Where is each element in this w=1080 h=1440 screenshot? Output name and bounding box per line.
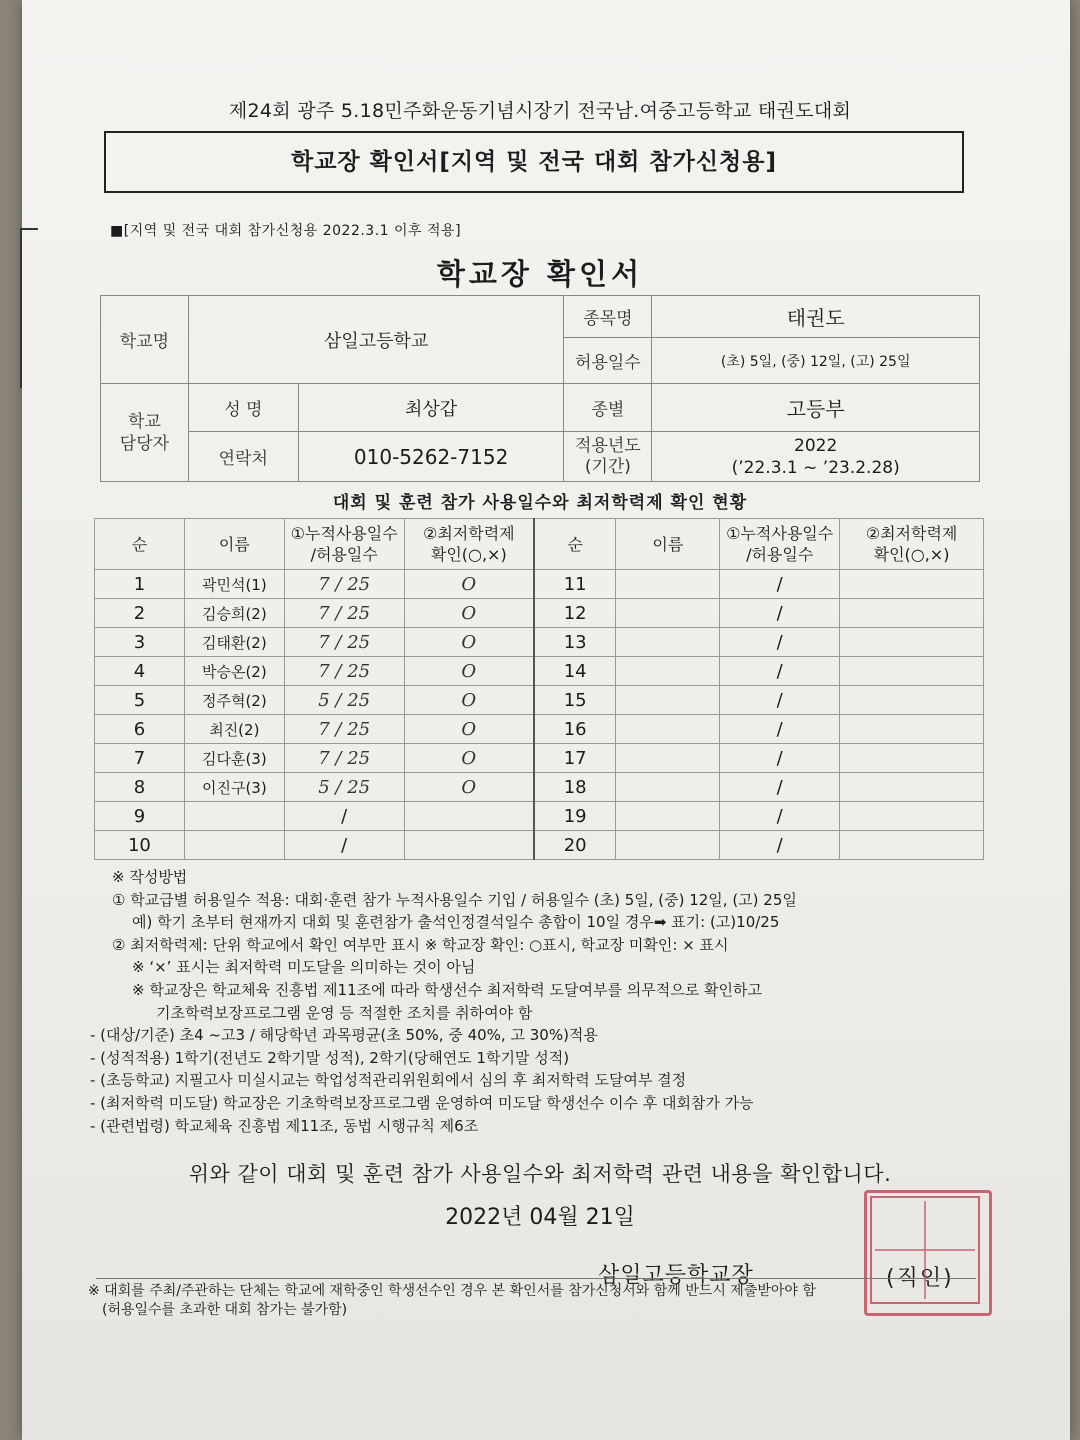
table-row — [95, 715, 984, 744]
days-used: 7 / 25 — [284, 657, 404, 686]
min-academic-check — [840, 715, 984, 744]
footnote-line-1: ※ 대회를 주최/주관하는 단체는 학교에 재학중인 학생선수인 경우 본 확인서를 참가신청서와 함께 반드시 제출받아야 함 — [88, 1283, 816, 1299]
student-name: 이진구(3) — [184, 773, 284, 802]
division-value: 고등부 — [652, 384, 980, 432]
min-academic-check — [840, 628, 984, 657]
footnote — [88, 1282, 988, 1320]
header-name: 이름 — [184, 519, 284, 570]
min-academic-check: O — [404, 744, 534, 773]
table-row — [95, 628, 984, 657]
allowed-days-label: 허용일수 — [564, 338, 652, 384]
min-academic-check: O — [404, 715, 534, 744]
division-label: 종별 — [564, 384, 652, 432]
days-used: 7 / 25 — [284, 715, 404, 744]
min-academic-check — [840, 570, 984, 599]
signing-date: 2022년 04월 21일 — [445, 1205, 635, 1230]
header-days: ①누적사용일수 /허용일수 — [720, 519, 840, 570]
days-used: 7 / 25 — [284, 570, 404, 599]
applicability-notice: ■[지역 및 전국 대회 참가신청용 2022.3.1 이후 적용] — [110, 223, 462, 239]
student-name — [616, 831, 720, 860]
student-name: 박승온(2) — [184, 657, 284, 686]
allowed-days-value: (초) 5일, (중) 12일, (고) 25일 — [652, 338, 980, 384]
student-name — [184, 831, 284, 860]
row-number: 10 — [95, 831, 185, 860]
days-used: 7 / 25 — [284, 744, 404, 773]
row-number: 11 — [534, 570, 616, 599]
instruction-1-example: 예) 학기 초부터 현재까지 대회 및 훈련참가 출석인정결석일수 총합이 10일 경우➡ 표기: (고)10/25 — [132, 913, 780, 932]
seal-label: (직인) — [886, 1266, 954, 1291]
student-name: 김다훈(3) — [184, 744, 284, 773]
table-row — [95, 657, 984, 686]
contact-label: 연락처 — [188, 432, 298, 482]
contact-value: 010-5262-7152 — [298, 432, 564, 482]
instruction-4: ※ 학교장은 학교체육 진흥법 제11조에 따라 학생선수 최저학력 도달여부를 의무적으로 확인하고 — [132, 980, 762, 999]
roster-table — [94, 518, 984, 860]
manager-name-label: 성 명 — [188, 384, 298, 432]
row-number: 17 — [534, 744, 616, 773]
row-number: 1 — [95, 570, 185, 599]
days-used: / — [720, 657, 840, 686]
student-name — [616, 599, 720, 628]
min-academic-check — [840, 831, 984, 860]
row-number: 19 — [534, 802, 616, 831]
instructions — [90, 866, 990, 1137]
student-name: 정주혁(2) — [184, 686, 284, 715]
student-name — [616, 744, 720, 773]
instruction-4-cont: 기초학력보장프로그램 운영 등 적절한 조치를 취하여야 함 — [156, 1003, 533, 1022]
min-academic-check: O — [404, 686, 534, 715]
student-name — [616, 570, 720, 599]
detail-4: - (최저학력 미도달) 학교장은 기초학력보장프로그램 운영하여 미도달 학생선수 이수 후 대회참가 가능 — [90, 1093, 754, 1112]
student-name: 최진(2) — [184, 715, 284, 744]
section-title: 대회 및 훈련 참가 사용일수와 최저학력제 확인 현황 — [332, 493, 748, 513]
instruction-3: ※ ‘×’ 표시는 최저학력 미도달을 의미하는 것이 아님 — [132, 958, 476, 977]
row-number: 3 — [95, 628, 185, 657]
margin-line — [20, 228, 22, 388]
days-used: / — [720, 686, 840, 715]
min-academic-check — [404, 831, 534, 860]
days-used: / — [720, 570, 840, 599]
manager-name: 최상갑 — [298, 384, 564, 432]
days-used: / — [720, 802, 840, 831]
min-academic-check: O — [404, 628, 534, 657]
instructions-heading: ※ 작성방법 — [112, 868, 188, 886]
min-academic-check: O — [404, 773, 534, 802]
days-used: / — [720, 599, 840, 628]
student-name — [184, 802, 284, 831]
student-name — [616, 773, 720, 802]
row-number: 5 — [95, 686, 185, 715]
instruction-1: ① 학교급별 허용일수 적용: 대회·훈련 참가 누적사용일수 기입 / 허용일수 (초) 5일, (중) 12일, (고) 25일 — [112, 890, 797, 909]
header-days: ①누적사용일수 /허용일수 — [284, 519, 404, 570]
row-number: 8 — [95, 773, 185, 802]
row-number: 9 — [95, 802, 185, 831]
days-used: / — [720, 831, 840, 860]
min-academic-check — [840, 773, 984, 802]
header-min-academic: ②최저학력제 확인(○,×) — [404, 519, 534, 570]
confirmation-statement: 위와 같이 대회 및 훈련 참가 사용일수와 최저학력 관련 내용을 확인합니다. — [188, 1162, 892, 1186]
event-value: 태권도 — [652, 296, 980, 338]
event-label: 종목명 — [564, 296, 652, 338]
days-used: / — [720, 773, 840, 802]
days-used: / — [720, 628, 840, 657]
days-used: / — [284, 802, 404, 831]
student-name: 김승희(2) — [184, 599, 284, 628]
year-value: 2022 (’22.3.1 ~ ’23.2.28) — [652, 432, 980, 482]
min-academic-check: O — [404, 599, 534, 628]
detail-2: - (성적적용) 1학기(전년도 2학기말 성적), 2학기(당해연도 1학기말 성적) — [90, 1048, 570, 1067]
student-name — [616, 715, 720, 744]
header-no: 순 — [95, 519, 185, 570]
table-row — [95, 686, 984, 715]
min-academic-check: O — [404, 657, 534, 686]
school-info-table — [100, 295, 980, 482]
row-number: 2 — [95, 599, 185, 628]
student-name: 김태환(2) — [184, 628, 284, 657]
instruction-2: ② 최저학력제: 단위 학교에서 확인 여부만 표시 ※ 학교장 확인: ○표시, 학교장 미확인: × 표시 — [112, 935, 729, 954]
student-name — [616, 686, 720, 715]
days-used: 5 / 25 — [284, 773, 404, 802]
detail-5: - (관련법령) 학교체육 진흥법 제11조, 동법 시행규칙 제6조 — [90, 1116, 479, 1135]
school-name: 삼일고등학교 — [188, 296, 564, 384]
margin-tick — [20, 228, 38, 230]
min-academic-check — [840, 686, 984, 715]
table-row — [95, 831, 984, 860]
form-title-box: 학교장 확인서[지역 및 전국 대회 참가신청용] — [104, 131, 964, 193]
days-used: 7 / 25 — [284, 599, 404, 628]
row-number: 7 — [95, 744, 185, 773]
row-number: 20 — [534, 831, 616, 860]
row-number: 16 — [534, 715, 616, 744]
days-used: 5 / 25 — [284, 686, 404, 715]
header-name: 이름 — [616, 519, 720, 570]
manager-label: 학교 담당자 — [101, 384, 189, 482]
header-no: 순 — [534, 519, 616, 570]
min-academic-check — [404, 802, 534, 831]
student-name: 곽민석(1) — [184, 570, 284, 599]
detail-3: - (초등학교) 지필고사 미실시교는 학업성적관리위원회에서 심의 후 최저학력 도달여부 결정 — [90, 1071, 687, 1090]
footnote-divider — [96, 1278, 976, 1279]
min-academic-check — [840, 802, 984, 831]
row-number: 13 — [534, 628, 616, 657]
min-academic-check — [840, 657, 984, 686]
competition-title: 제24회 광주 5.18민주화운동기념시장기 전국남.여중고등학교 태권도대회 — [228, 100, 852, 122]
row-number: 18 — [534, 773, 616, 802]
days-used: 7 / 25 — [284, 628, 404, 657]
table-row — [95, 773, 984, 802]
table-row — [95, 570, 984, 599]
detail-1: - (대상/기준) 초4 ~고3 / 해당학년 과목평균(초 50%, 중 40%, 고 30%)적용 — [90, 1026, 598, 1045]
row-number: 12 — [534, 599, 616, 628]
header-min-academic: ②최저학력제 확인(○,×) — [840, 519, 984, 570]
year-label: 적용년도 (기간) — [564, 432, 652, 482]
school-label: 학교명 — [101, 296, 189, 384]
min-academic-check: O — [404, 570, 534, 599]
row-number: 15 — [534, 686, 616, 715]
row-number: 6 — [95, 715, 185, 744]
table-row — [95, 599, 984, 628]
min-academic-check — [840, 744, 984, 773]
student-name — [616, 802, 720, 831]
row-number: 14 — [534, 657, 616, 686]
main-title: 학교장 확인서 — [436, 257, 644, 291]
table-row — [95, 744, 984, 773]
min-academic-check — [840, 599, 984, 628]
days-used: / — [720, 715, 840, 744]
table-row — [95, 802, 984, 831]
row-number: 4 — [95, 657, 185, 686]
days-used: / — [720, 744, 840, 773]
student-name — [616, 657, 720, 686]
footnote-line-2: (허용일수를 초과한 대회 참가는 불가함) — [102, 1302, 348, 1318]
principal-title: 삼일고등학교장 — [598, 1263, 754, 1288]
days-used: / — [284, 831, 404, 860]
student-name — [616, 628, 720, 657]
